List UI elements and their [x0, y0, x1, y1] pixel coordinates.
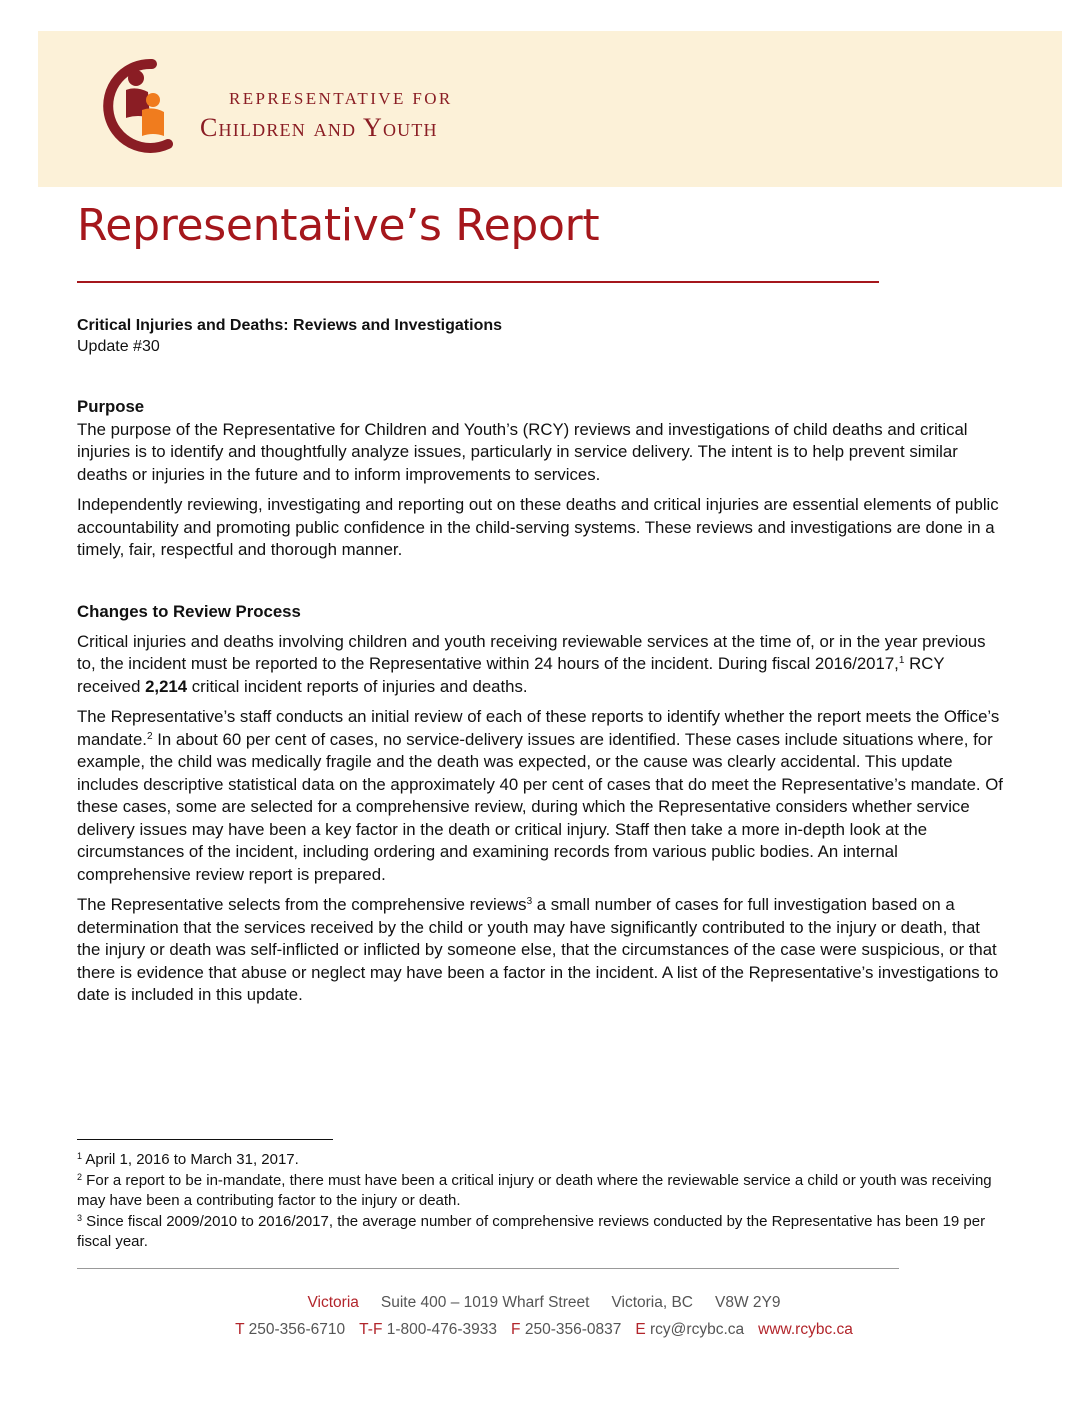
- website-link[interactable]: www.rcybc.ca: [758, 1321, 853, 1338]
- org-name-line1: REPRESENTATIVE FOR: [229, 89, 453, 108]
- report-subtitle: Critical Injuries and Deaths: Reviews and Investigations: [77, 317, 503, 334]
- changes-p3-text-b: a small number of cases for full investigation based on a determination that the services received by the child or youth may have significantly contributed to the injury or death, that the injury or death was self-inflicted or inflicted by someone else, that the circumstances of the case were suspicious, or that there is evidence that abuse or neglect may have been a factor in the incident. A list of the Representative’s investigations to date is included in this update.: [77, 895, 999, 1004]
- footnote-2: [77, 1171, 1007, 1212]
- email-link[interactable]: rcy@rcybc.ca: [650, 1321, 745, 1338]
- footnote-3: [77, 1212, 1007, 1253]
- changes-paragraph-1: [77, 631, 1007, 699]
- footnote-ref-2[interactable]: 2: [146, 730, 153, 742]
- changes-p3-text-a: The Representative selects from the comprehensive reviews: [77, 895, 527, 914]
- changes-p2-text-a: The Representative’s staff conducts an initial review of each of these reports to identify whether the report meets the Office’s mandate.: [77, 707, 1000, 749]
- fax-number: 250-356-0837: [524, 1321, 622, 1338]
- title-divider: [77, 281, 879, 283]
- footer-contact: [0, 1321, 1088, 1339]
- footnote-ref-3[interactable]: 3: [526, 896, 533, 907]
- changes-section: [77, 601, 1007, 1015]
- changes-paragraph-2: [77, 706, 1007, 886]
- footer-postal: V8W 2Y9: [715, 1294, 781, 1311]
- footnote-number: 1: [77, 1151, 83, 1161]
- footer-address: [0, 1294, 1088, 1312]
- footer-city-prov: Victoria, BC: [611, 1294, 693, 1311]
- footnote-text: For a report to be in-mandate, there must have been a critical injury or death where the reviewable service a child or youth was receiving may have been a contributing factor to the injury or death.: [77, 1171, 992, 1209]
- purpose-section: [77, 396, 1007, 570]
- changes-p1-text-b: RCY received: [77, 654, 945, 696]
- tollfree-label: T-F: [359, 1321, 383, 1338]
- footnote-ref-1[interactable]: 1: [898, 655, 905, 666]
- org-name-line2: Children and Youth: [200, 113, 438, 142]
- email-label: E: [635, 1321, 646, 1338]
- tollfree-number: 1-800-476-3933: [386, 1321, 498, 1338]
- tel-number: 250-356-6710: [248, 1321, 346, 1338]
- changes-p1-text-c: critical incident reports of injuries and deaths.: [187, 676, 528, 696]
- footnote-number: 3: [77, 1212, 83, 1223]
- fax-label: F: [511, 1321, 521, 1338]
- changes-heading: Changes to Review Process: [77, 602, 301, 621]
- update-number: Update #30: [77, 338, 160, 355]
- changes-paragraph-3: [77, 894, 1007, 1007]
- footnote-text: Since fiscal 2009/2010 to 2016/2017, the average number of comprehensive reviews conducted by the Representative has been 19 per fiscal year.: [77, 1212, 986, 1250]
- footer-divider: [77, 1268, 899, 1269]
- tel-label: T: [235, 1321, 245, 1338]
- footnote-text: April 1, 2016 to March 31, 2017.: [82, 1151, 299, 1168]
- footer-street: Suite 400 – 1019 Wharf Street: [380, 1294, 590, 1311]
- changes-p1-text-a: Critical injuries and deaths involving children and youth receiving reviewable services at the time of, or in the year previous to, the incident must be reported to the Representative within 24 hours of the incident. During fiscal 2016/2017,: [77, 631, 986, 673]
- rcy-logo-icon: [90, 56, 180, 156]
- purpose-paragraph-1: The purpose of the Representative for Children and Youth’s (RCY) reviews and investigations of child deaths and critical injuries is to identify and thoughtfully analyze issues, particularly in service delivery. The intent is to help prevent similar deaths or injuries in the future and to inform improvements to services.: [77, 419, 968, 484]
- footer-city: Victoria: [307, 1294, 359, 1311]
- purpose-heading: Purpose: [77, 397, 145, 416]
- footnote-number: 2: [77, 1171, 83, 1182]
- page-title: Representative’s Report: [77, 200, 600, 251]
- incident-count: 2,214: [145, 676, 188, 696]
- footnote-1: [77, 1150, 1007, 1171]
- footnote-divider: [77, 1139, 333, 1140]
- purpose-paragraph-2: Independently reviewing, investigating and reporting out on these deaths and critical injuries are essential elements of public accountability and promoting public confidence in the child-serving systems. These reviews and investigations are done in a timely, fair, respectful and thorough manner.: [77, 495, 999, 559]
- header-banner: [38, 31, 1062, 187]
- footnotes: [77, 1150, 1007, 1253]
- changes-p2-text-b: In about 60 per cent of cases, no service-delivery issues are identified. These cases include situations where, for example, the child was medically fragile and the death was expected, or the cause was clearly accidental. This update includes descriptive statistical data on the approximately 40 per cent of cases that do meet the Representative’s mandate. Of these cases, some are selected for a comprehensive review, during which the Representative considers whether service delivery issues may have been a key factor in the death or critical injury. Staff then take a more in-depth look at the circumstances of the incident, including ordering and examining records from various public bodies. An internal comprehensive review report is prepared.: [77, 729, 1003, 884]
